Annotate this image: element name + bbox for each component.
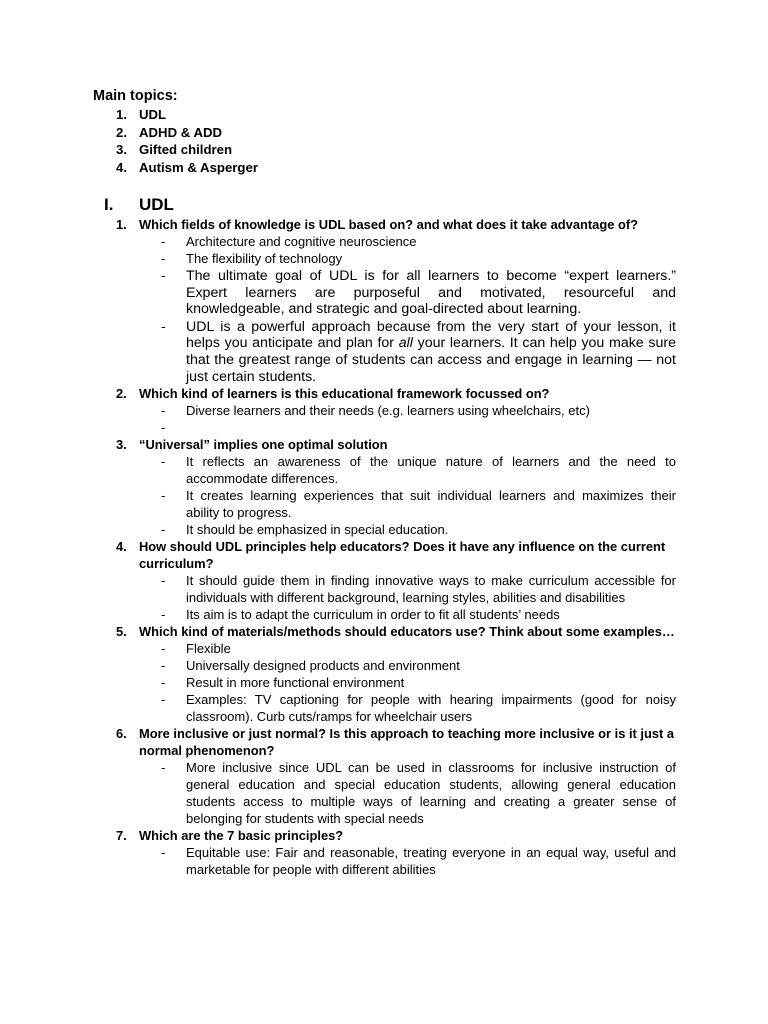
answer-item: [161, 606, 676, 623]
question: [116, 216, 676, 233]
answer-text: Equitable use: Fair and reasonable, treating everyone in an equal way, useful and marketable for people with different abilities: [186, 845, 676, 878]
answer-item: [161, 402, 676, 419]
answer-item: [161, 521, 676, 538]
bullet-dash: -: [161, 692, 166, 708]
answer-text: Examples: TV captioning for people with hearing impairments (good for noisy classroom). Curb cuts/ramps for wheelchair users: [186, 692, 676, 725]
answer-text: Architecture and cognitive neuroscience: [186, 234, 417, 249]
answer-text: It reflects an awareness of the unique nature of learners and the need to accommodate differences.: [186, 454, 676, 487]
bullet-dash: -: [161, 318, 166, 335]
question-text: Which are the 7 basic principles?: [139, 828, 344, 844]
bullet-dash: -: [161, 760, 166, 776]
section-title: UDL: [139, 195, 174, 214]
answer-emphasis: all: [398, 335, 413, 352]
answer-item: [161, 674, 676, 691]
answer-item: [161, 250, 676, 267]
question: [116, 538, 676, 572]
question-text: “Universal” implies one optimal solution: [139, 437, 388, 453]
question-text: Which fields of knowledge is UDL based on? and what does it take advantage of?: [139, 217, 638, 232]
answer-list: [116, 640, 676, 725]
question: [116, 725, 676, 759]
answer-item: [161, 487, 676, 521]
bullet-dash: -: [161, 454, 166, 470]
question-number: 7.: [116, 828, 127, 844]
section-roman-numeral: I.: [104, 195, 114, 214]
question-number: 6.: [116, 726, 127, 742]
topic-label: UDL: [139, 107, 167, 122]
answer-list: [116, 453, 676, 538]
bullet-dash: -: [161, 251, 166, 266]
bullet-dash: -: [161, 268, 166, 284]
bullet-dash: -: [161, 488, 166, 504]
question-text: Which kind of learners is this educational framework focussed on?: [139, 386, 550, 402]
question-text: How should UDL principles help educators? Does it have any influence on the current curriculum?: [139, 539, 666, 572]
topic-number: 1.: [116, 107, 127, 122]
answer-item: [161, 572, 676, 606]
main-topics-list: [116, 106, 258, 176]
bullet-dash: -: [161, 675, 166, 691]
answer-text: Diverse learners and their needs (e.g. learners using wheelchairs, etc): [186, 403, 590, 419]
answer-item: [161, 268, 676, 318]
question: [116, 436, 676, 453]
topic-label: ADHD & ADD: [139, 124, 223, 140]
topic-number: 2.: [116, 124, 127, 140]
question-number: 1.: [116, 217, 127, 232]
topic-item: [116, 159, 258, 177]
main-topics-heading: Main topics:: [93, 88, 178, 104]
topic-label: Gifted children: [139, 142, 233, 157]
topic-number: 4.: [116, 159, 127, 175]
bullet-dash: -: [161, 573, 166, 589]
question: [116, 385, 676, 402]
answer-item: [161, 318, 676, 385]
question-number: 3.: [116, 437, 127, 453]
answer-text-start: UDL is a powerful approach because from the very start of your lesson, it helps you anticipate and plan for: [186, 318, 676, 352]
section-heading: [104, 194, 174, 216]
bullet-dash: -: [161, 641, 166, 657]
topic-item: [116, 106, 258, 124]
bullet-dash: -: [161, 420, 166, 436]
answer-item: [161, 233, 676, 250]
answer-text: Universally designed products and environment: [186, 658, 460, 674]
bullet-dash: -: [161, 403, 166, 419]
question-text: Which kind of materials/methods should educators use? Think about some examples…: [139, 624, 675, 640]
answer-text: It should guide them in finding innovative ways to make curriculum accessible for individuals with different background, learning styles, abilities and disabilities: [186, 573, 676, 606]
bullet-dash: -: [161, 522, 166, 538]
bullet-dash: -: [161, 234, 166, 249]
bullet-dash: -: [161, 845, 166, 861]
answer-text: The ultimate goal of UDL is for all learners to become “expert learners.” Expert learners are purposeful and motivated, resourceful and knowledgeable, and strategic and goal-directed about learning.: [186, 268, 676, 318]
answer-list: [116, 233, 676, 385]
answer-text: It should be emphasized in special education.: [186, 522, 449, 538]
answer-item: [161, 759, 676, 827]
answer-item: [161, 844, 676, 878]
question-number: 5.: [116, 624, 127, 640]
question: [116, 623, 676, 640]
answer-list: [116, 844, 676, 878]
answer-text: The flexibility of technology: [186, 251, 343, 266]
questions-container: [116, 216, 676, 878]
bullet-dash: -: [161, 607, 166, 623]
question-text: More inclusive or just normal? Is this approach to teaching more inclusive or is it just a normal phenomenon?: [139, 726, 675, 759]
answer-text-end: your learners. It can help you make sure that the greatest range of students can access and engage in learning — not just certain students.: [186, 335, 676, 385]
question-number: 4.: [116, 539, 127, 555]
answer-list: [116, 759, 676, 827]
topic-label: Autism & Asperger: [139, 159, 258, 175]
answer-text: Its aim is to adapt the curriculum in order to fit all students’ needs: [186, 607, 560, 623]
answer-item: [161, 640, 676, 657]
question-number: 2.: [116, 386, 127, 402]
question: [116, 827, 676, 844]
topic-item: [116, 141, 258, 159]
topic-item: [116, 124, 258, 142]
answer-text: Flexible: [186, 641, 231, 657]
answer-list: [116, 402, 676, 436]
answer-item: [161, 419, 676, 436]
bullet-dash: -: [161, 658, 166, 674]
answer-item: [161, 453, 676, 487]
answer-item: [161, 691, 676, 725]
answer-item: [161, 657, 676, 674]
answer-text: Result in more functional environment: [186, 675, 405, 691]
answer-text: It creates learning experiences that suit individual learners and maximizes their ability to progress.: [186, 488, 676, 521]
answer-text: More inclusive since UDL can be used in classrooms for inclusive instruction of general education and special education students, allowing general education students access to multiple ways of learning and creating a greater sense of belonging for students with special needs: [186, 760, 676, 827]
answer-list: [116, 572, 676, 623]
topic-number: 3.: [116, 142, 127, 157]
